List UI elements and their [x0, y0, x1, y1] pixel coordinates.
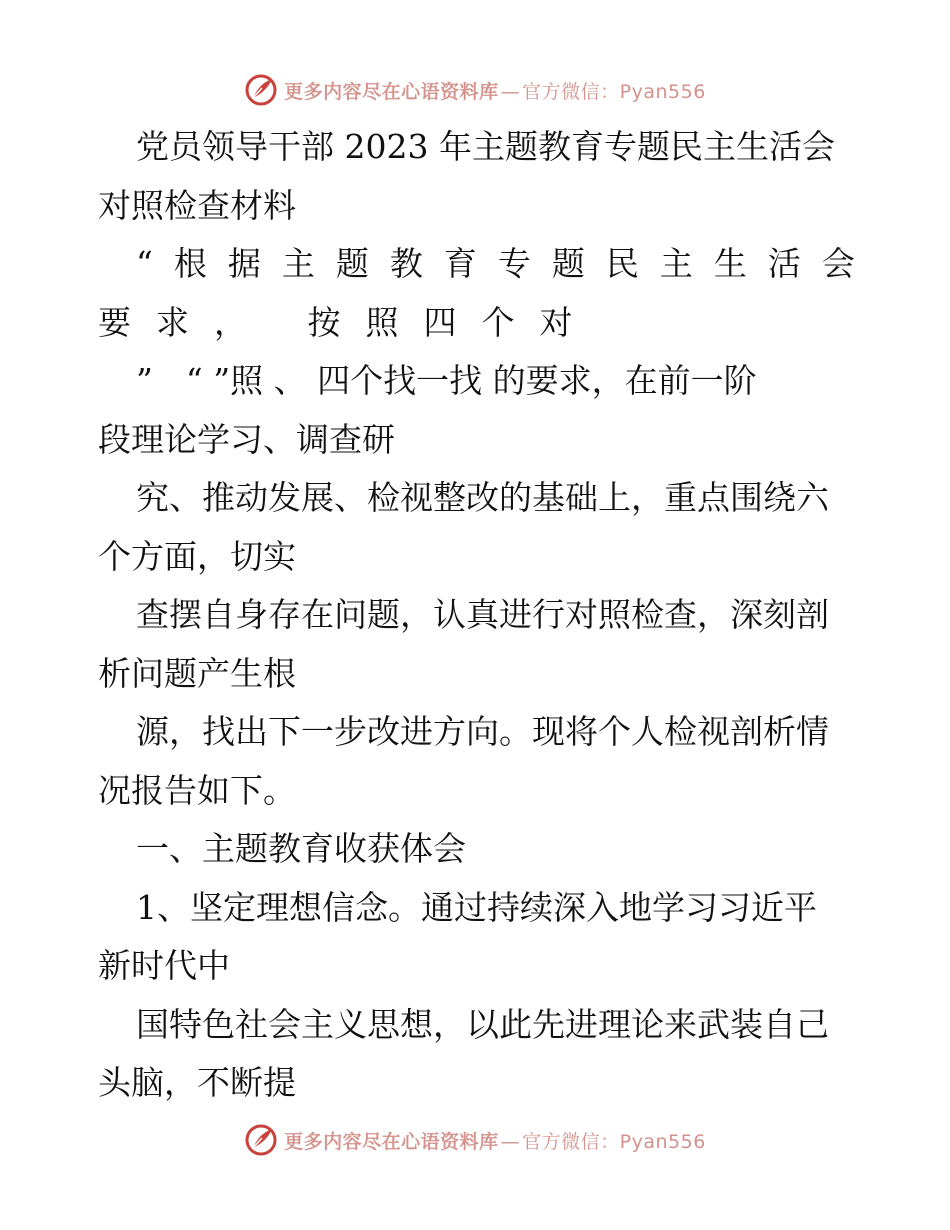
- watermark-contact: 官方微信：Pyan556: [522, 80, 706, 103]
- watermark-text: [284, 1127, 706, 1154]
- paragraph-line: 查摆自身存在问题，认真进行对照检查，深刻剖: [136, 595, 829, 634]
- document-title-line-1: 党员领导干部 2023 年主题教育专题民主生活会: [136, 127, 835, 166]
- feather-pen-logo-icon: [244, 73, 278, 107]
- watermark-contact: 官方微信：Pyan556: [522, 1130, 706, 1153]
- paragraph-line: ” “ ”照 、 四个找一找 的要求，在前一阶: [136, 361, 757, 400]
- paragraph-line: 1、坚定理想信念。通过持续深入地学习习近平: [136, 887, 817, 927]
- document-body: [98, 118, 876, 1113]
- feather-pen-logo-icon: [244, 1123, 278, 1157]
- paragraph-line: 源，找出下一步改进方向。现将个人检视剖析情: [136, 712, 829, 751]
- watermark-label: 更多内容尽在心语资料库: [284, 1130, 499, 1153]
- footer-watermark: [0, 1120, 950, 1160]
- header-watermark: [0, 70, 950, 110]
- watermark-dash: —: [500, 1130, 521, 1153]
- watermark-label: 更多内容尽在心语资料库: [284, 80, 499, 103]
- paragraph-line: 段理论学习、调查研: [98, 419, 395, 459]
- watermark-text: [284, 77, 706, 104]
- paragraph-line: 新时代中: [98, 946, 230, 985]
- paragraph-line: 个方面，切实: [98, 536, 296, 576]
- paragraph-line: “根据主题教育专题民主生活会: [136, 244, 876, 283]
- paragraph-line: 国特色社会主义思想，以此先进理论来武装自己: [136, 1004, 829, 1044]
- paragraph-line: 究、推动发展、检视整改的基础上，重点围绕六: [136, 478, 829, 517]
- paragraph-line: 析问题产生根: [98, 653, 296, 693]
- paragraph-line: 要求， 按照四个对: [98, 302, 598, 342]
- watermark-dash: —: [500, 80, 521, 103]
- section-heading: 一、主题教育收获体会: [136, 829, 466, 868]
- paragraph-line: 头脑，不断提: [98, 1063, 296, 1102]
- document-title-line-2: 对照检查材料: [98, 185, 296, 225]
- paragraph-line: 况报告如下。: [98, 770, 296, 810]
